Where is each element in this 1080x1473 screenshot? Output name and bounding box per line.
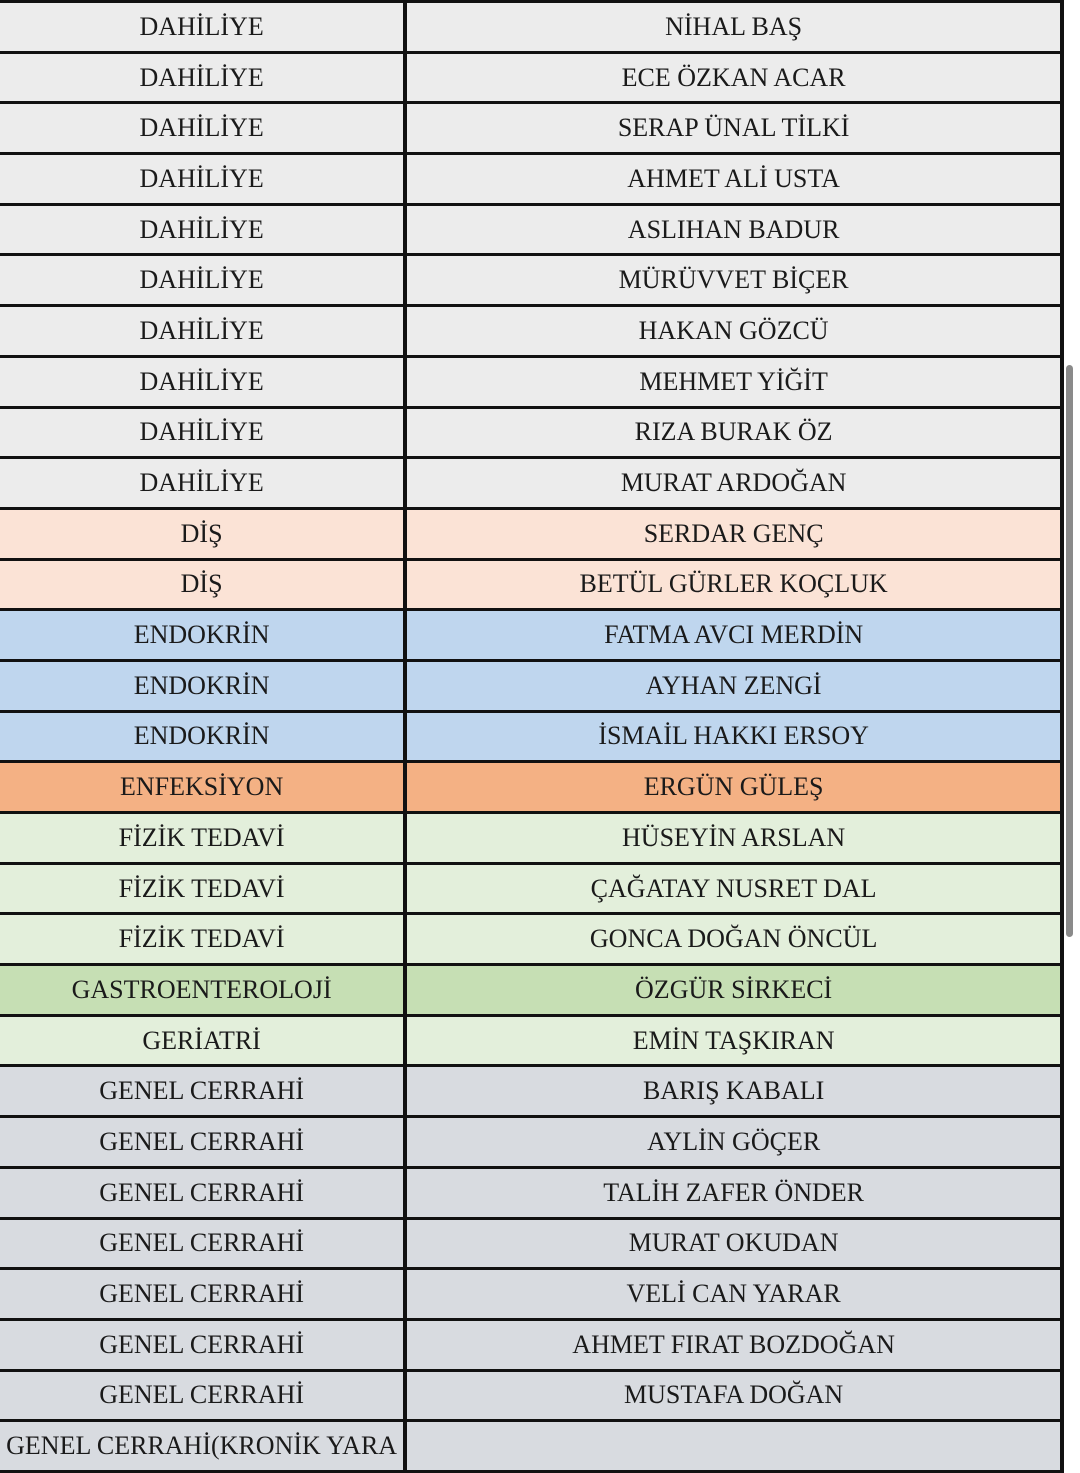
department-cell: DAHİLİYE <box>0 256 403 304</box>
doctor-name-cell: AHMET ALİ USTA <box>403 155 1064 203</box>
table-row <box>0 915 1064 966</box>
table-row <box>0 459 1064 510</box>
doctor-name-cell: ÇAĞATAY NUSRET DAL <box>403 865 1064 913</box>
doctor-name-cell: ÖZGÜR SİRKECİ <box>403 966 1064 1014</box>
table-row <box>0 611 1064 662</box>
department-cell: DAHİLİYE <box>0 459 403 507</box>
department-cell: FİZİK TEDAVİ <box>0 915 403 963</box>
department-cell: DAHİLİYE <box>0 409 403 457</box>
doctor-name-cell: MÜRÜVVET BİÇER <box>403 256 1064 304</box>
table-row <box>0 3 1064 54</box>
table-row <box>0 763 1064 814</box>
department-cell: GENEL CERRAHİ <box>0 1220 403 1268</box>
doctor-name-cell: HÜSEYİN ARSLAN <box>403 814 1064 862</box>
table-row <box>0 865 1064 916</box>
department-cell: ENDOKRİN <box>0 713 403 761</box>
table-row <box>0 1372 1064 1423</box>
doctor-name-cell: AHMET FIRAT BOZDOĞAN <box>403 1321 1064 1369</box>
department-cell: FİZİK TEDAVİ <box>0 814 403 862</box>
table-row <box>0 713 1064 764</box>
table-row <box>0 256 1064 307</box>
department-cell: GENEL CERRAHİ <box>0 1118 403 1166</box>
department-cell: ENFEKSİYON <box>0 763 403 811</box>
table-row <box>0 155 1064 206</box>
doctor-name-cell: SERDAR GENÇ <box>403 510 1064 558</box>
department-cell: GENEL CERRAHİ <box>0 1270 403 1318</box>
doctor-name-cell: NİHAL BAŞ <box>403 3 1064 51</box>
department-cell: GENEL CERRAHİ <box>0 1067 403 1115</box>
doctor-name-cell: İSMAİL HAKKI ERSOY <box>403 713 1064 761</box>
department-cell: DAHİLİYE <box>0 155 403 203</box>
doctor-name-cell: MUSTAFA DOĞAN <box>403 1372 1064 1420</box>
table-row <box>0 409 1064 460</box>
department-cell: DAHİLİYE <box>0 206 403 254</box>
department-cell: DAHİLİYE <box>0 3 403 51</box>
department-cell: DAHİLİYE <box>0 54 403 102</box>
doctor-name-cell: MURAT ARDOĞAN <box>403 459 1064 507</box>
table-row <box>0 1017 1064 1068</box>
table-row <box>0 307 1064 358</box>
table-row <box>0 1422 1064 1473</box>
doctor-name-cell: FATMA AVCI MERDİN <box>403 611 1064 659</box>
doctor-name-cell: VELİ CAN YARAR <box>403 1270 1064 1318</box>
table-row <box>0 814 1064 865</box>
table-row <box>0 1067 1064 1118</box>
department-cell: ENDOKRİN <box>0 662 403 710</box>
table-row <box>0 1220 1064 1271</box>
table-row <box>0 206 1064 257</box>
table-row <box>0 54 1064 105</box>
doctor-name-cell: EMİN TAŞKIRAN <box>403 1017 1064 1065</box>
table-row <box>0 358 1064 409</box>
doctor-name-cell: BETÜL GÜRLER KOÇLUK <box>403 561 1064 609</box>
table-row <box>0 1118 1064 1169</box>
department-cell: DAHİLİYE <box>0 358 403 406</box>
doctor-name-cell: SERAP ÜNAL TİLKİ <box>403 104 1064 152</box>
department-cell: DİŞ <box>0 510 403 558</box>
doctor-name-cell <box>403 1422 1064 1470</box>
doctor-name-cell: ERGÜN GÜLEŞ <box>403 763 1064 811</box>
doctor-name-cell: ECE ÖZKAN ACAR <box>403 54 1064 102</box>
vertical-scrollbar[interactable] <box>1066 365 1073 937</box>
table-row <box>0 561 1064 612</box>
doctor-name-cell: ASLIHAN BADUR <box>403 206 1064 254</box>
table-row <box>0 510 1064 561</box>
table-row <box>0 1321 1064 1372</box>
department-cell: GENEL CERRAHİ <box>0 1372 403 1420</box>
table-row <box>0 1169 1064 1220</box>
doctor-name-cell: HAKAN GÖZCÜ <box>403 307 1064 355</box>
doctor-name-cell: GONCA DOĞAN ÖNCÜL <box>403 915 1064 963</box>
doctor-name-cell: AYHAN ZENGİ <box>403 662 1064 710</box>
table-row <box>0 1270 1064 1321</box>
doctor-name-cell: MEHMET YİĞİT <box>403 358 1064 406</box>
doctor-name-cell: MURAT OKUDAN <box>403 1220 1064 1268</box>
department-cell: DAHİLİYE <box>0 307 403 355</box>
doctor-name-cell: AYLİN GÖÇER <box>403 1118 1064 1166</box>
department-cell: DİŞ <box>0 561 403 609</box>
table-row <box>0 662 1064 713</box>
doctor-name-cell: TALİH ZAFER ÖNDER <box>403 1169 1064 1217</box>
department-cell: GERİATRİ <box>0 1017 403 1065</box>
doctor-name-cell: RIZA BURAK ÖZ <box>403 409 1064 457</box>
department-cell: FİZİK TEDAVİ <box>0 865 403 913</box>
department-cell: ENDOKRİN <box>0 611 403 659</box>
department-cell: GENEL CERRAHİ <box>0 1321 403 1369</box>
department-cell: GASTROENTEROLOJİ <box>0 966 403 1014</box>
table-row <box>0 966 1064 1017</box>
doctor-name-cell: BARIŞ KABALI <box>403 1067 1064 1115</box>
table-row <box>0 104 1064 155</box>
department-cell: DAHİLİYE <box>0 104 403 152</box>
department-cell: GENEL CERRAHİ <box>0 1169 403 1217</box>
department-cell: GENEL CERRAHİ(KRONİK YARA <box>0 1422 403 1470</box>
